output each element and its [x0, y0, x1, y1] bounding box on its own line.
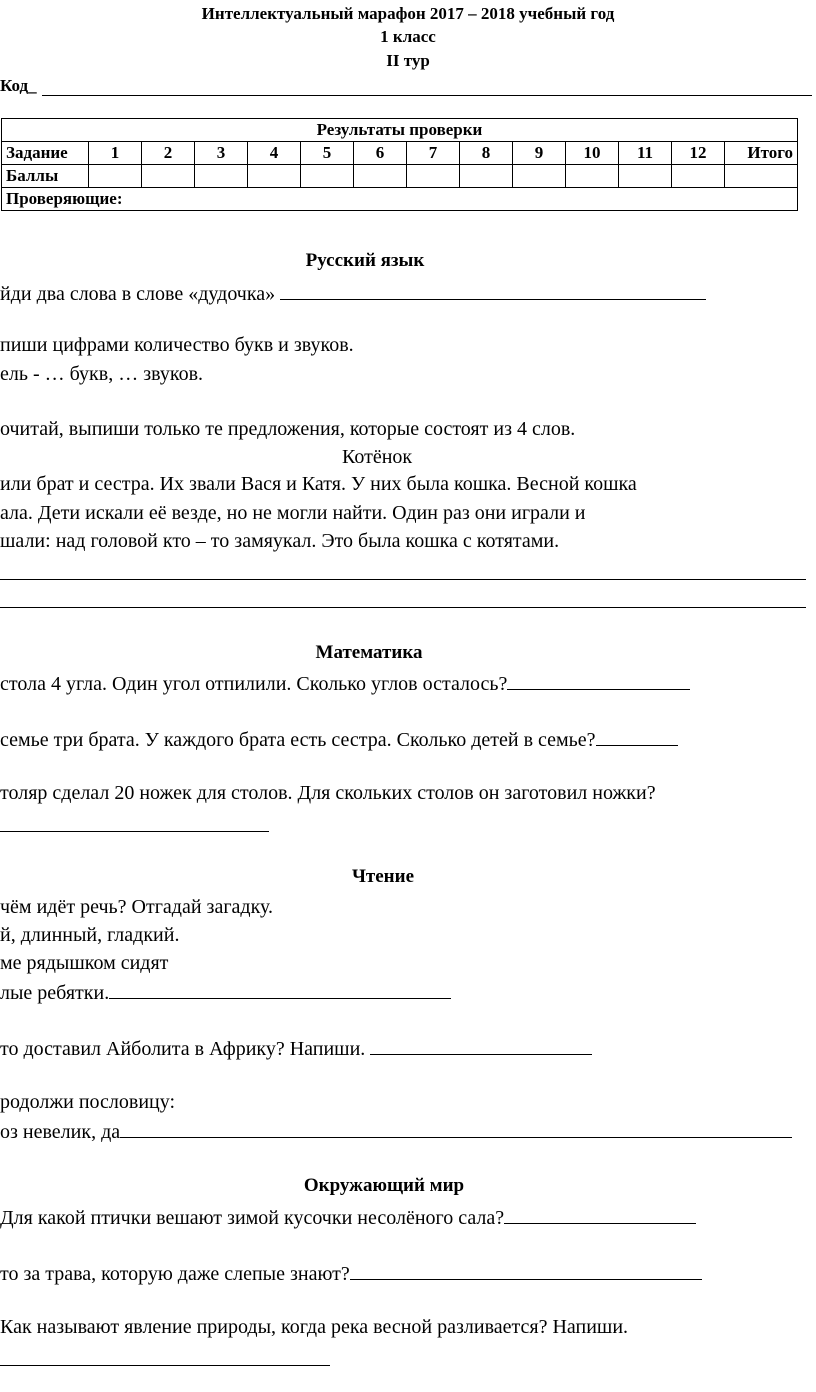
code-label: Код_ [0, 76, 37, 95]
task-cell: 6 [354, 142, 407, 165]
task-cell: 2 [142, 142, 195, 165]
points-cell[interactable] [460, 165, 513, 188]
world-q1-answer-line[interactable] [504, 1205, 696, 1224]
world-q2 [0, 1261, 702, 1286]
math-q1-answer-line[interactable] [507, 671, 690, 690]
world-title: Окружающий мир [303, 1175, 465, 1196]
world-q1-text: Для какой птички вешают зимой кусочки несолёного сала? [0, 1207, 505, 1229]
reading-q1-line4 [0, 980, 451, 1005]
total-label: Итого [725, 142, 798, 165]
doc-title: Интеллектуальный марафон 2017 – 2018 учебный год [201, 4, 615, 23]
russian-answer-line-2[interactable] [0, 607, 806, 608]
results-table [1, 118, 798, 211]
russian-answer-line-1[interactable] [0, 579, 806, 580]
task-cell: 3 [195, 142, 248, 165]
reading-q1-answer-line[interactable] [109, 980, 451, 999]
total-cell[interactable] [725, 165, 798, 188]
story-line-2: ала. Дети искали её везде, но не могли найти. Один раз они играли и [0, 502, 586, 524]
math-q1 [0, 671, 690, 696]
reading-q3-line1: родолжи пословицу: [0, 1091, 176, 1113]
results-caption: Результаты проверки [2, 119, 798, 142]
task-cell: 8 [460, 142, 513, 165]
story-title: Котёнок [342, 446, 413, 468]
reading-q2-text: то доставил Айболита в Африку? Напиши. [0, 1038, 371, 1060]
points-cell[interactable] [619, 165, 672, 188]
task-cell: 11 [619, 142, 672, 165]
results-caption-row [2, 119, 798, 142]
reading-title: Чтение [351, 866, 415, 887]
code-line [42, 95, 812, 96]
tasks-row [2, 142, 798, 165]
task-cell: 12 [672, 142, 725, 165]
story-line-3: шали: над головой кто – то замяукал. Это была кошка с котятами. [0, 530, 560, 552]
points-cell[interactable] [301, 165, 354, 188]
reading-q3-line2-text: оз невелик, да [0, 1121, 121, 1143]
world-q2-text: то за трава, которую даже слепые знают? [0, 1263, 350, 1285]
reading-q3-answer-line[interactable] [120, 1119, 792, 1138]
reading-q1-line3: ме рядышком сидят [0, 952, 169, 974]
math-q3-answer-line[interactable] [0, 831, 269, 832]
points-cell[interactable] [248, 165, 301, 188]
task-cell: 1 [89, 142, 142, 165]
points-cell[interactable] [672, 165, 725, 188]
russian-title: Русский язык [305, 250, 425, 271]
reading-q1-line4-text: лые ребятки. [0, 982, 110, 1004]
world-q2-answer-line[interactable] [350, 1261, 702, 1280]
russian-q1 [0, 281, 706, 306]
math-q1-text: стола 4 угла. Один угол отпилили. Сколько углов осталось? [0, 673, 508, 695]
points-cell[interactable] [89, 165, 142, 188]
task-cell: 9 [513, 142, 566, 165]
world-q3-answer-line[interactable] [0, 1365, 330, 1366]
points-cell[interactable] [566, 165, 619, 188]
points-row [2, 165, 798, 188]
russian-q2-line2: ель - … букв, … звуков. [0, 363, 204, 385]
points-cell[interactable] [195, 165, 248, 188]
points-label: Баллы [2, 165, 89, 188]
checkers-row [2, 188, 798, 211]
task-cell: 7 [407, 142, 460, 165]
reading-q2 [0, 1036, 592, 1061]
math-q2-text: семье три брата. У каждого брата есть сестра. Сколько детей в семье? [0, 729, 596, 751]
world-q1 [0, 1205, 696, 1230]
story-line-1: или брат и сестра. Их звали Вася и Катя. У них была кошка. Весной кошка [0, 473, 637, 495]
reading-q1-line1: чём идёт речь? Отгадай загадку. [0, 896, 274, 918]
task-cell: 5 [301, 142, 354, 165]
task-cell: 4 [248, 142, 301, 165]
math-q3: толяр сделал 20 ножек для столов. Для скольких столов он заготовил ножки? [0, 782, 656, 804]
points-cell[interactable] [354, 165, 407, 188]
reading-q3-line2 [0, 1119, 792, 1144]
reading-q2-answer-line[interactable] [370, 1036, 592, 1055]
doc-round: II тур [386, 51, 430, 70]
points-cell[interactable] [142, 165, 195, 188]
math-title: Математика [315, 642, 423, 663]
reading-q1-line2: й, длинный, гладкий. [0, 924, 180, 946]
math-q2 [0, 727, 678, 752]
russian-q1-text: йди два слова в слове «дудочка» [0, 283, 281, 305]
task-label: Задание [2, 142, 89, 165]
math-q2-answer-line[interactable] [596, 727, 678, 746]
russian-q1-answer-line[interactable] [280, 281, 706, 300]
points-cell[interactable] [513, 165, 566, 188]
doc-grade: 1 класс [380, 27, 436, 46]
russian-q3: очитай, выпиши только те предложения, которые состоят из 4 слов. [0, 418, 576, 440]
russian-q2-line1: пиши цифрами количество букв и звуков. [0, 334, 354, 356]
checkers-label: Проверяющие: [2, 188, 798, 211]
points-cell[interactable] [407, 165, 460, 188]
world-q3: Как называют явление природы, когда река весной разливается? Напиши. [0, 1316, 629, 1338]
task-cell: 10 [566, 142, 619, 165]
